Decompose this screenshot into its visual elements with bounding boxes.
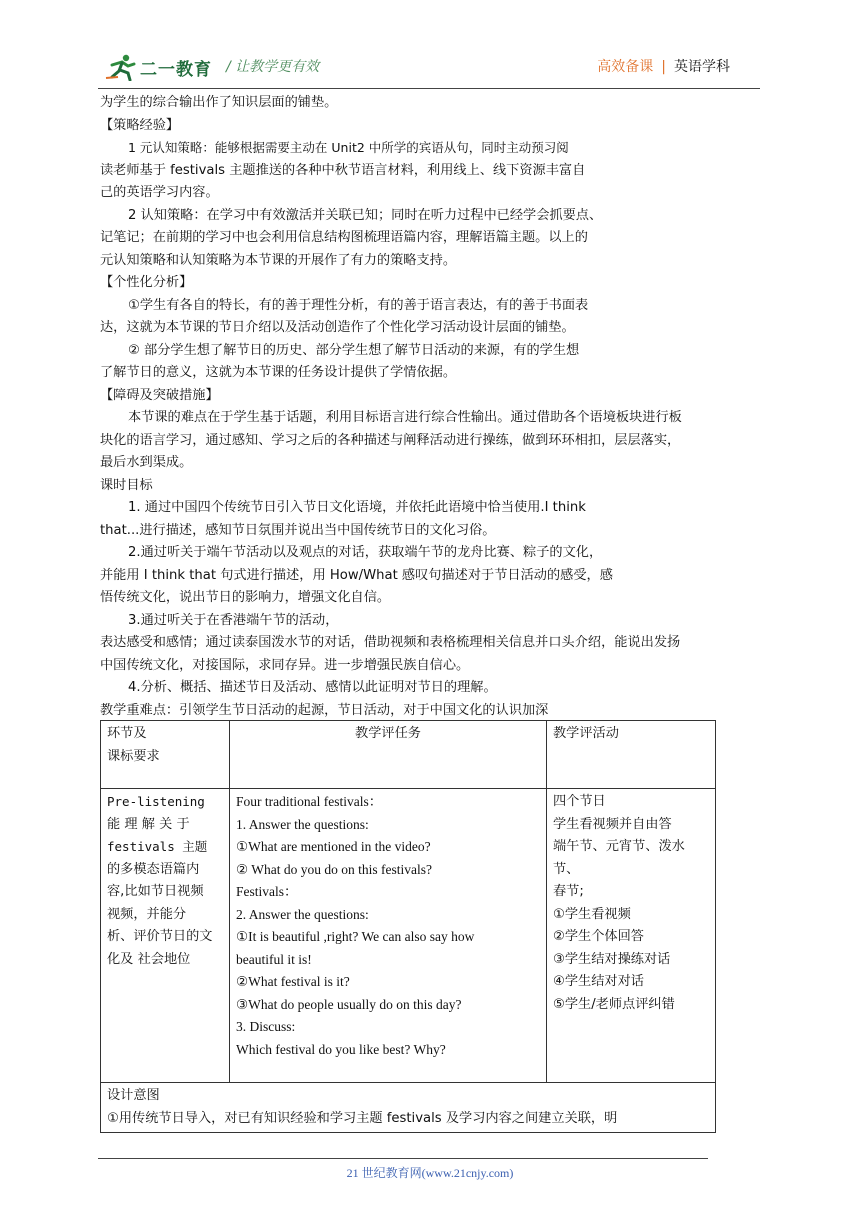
- body-line: 2 认知策略：在学习中有效激活并关联已知；同时在听力过程中已经学会抓要点、: [128, 207, 603, 223]
- cell-line: ①It is beautiful ,right? We can also say how: [236, 929, 475, 944]
- cell-line: ② What do you do on this festivals?: [236, 861, 432, 877]
- body-line: 记笔记；在前期的学习中也会利用信息结构图梳理语篇内容，理解语篇主题。以上的: [100, 230, 588, 245]
- footer-divider: [98, 1158, 708, 1159]
- header-text: 课标要求: [107, 748, 160, 764]
- cell-line: 容,比如节日视频: [107, 884, 204, 899]
- body-line: 并能用 I think that 句式进行描述，用 How/What 感叹句描述对于节日活动的感受，感: [100, 567, 613, 583]
- document-body: [100, 92, 770, 722]
- header-slogan: / 让教学更有效: [226, 59, 320, 75]
- section-heading-strategy: 【策略经验】: [100, 117, 180, 133]
- header-label-efficient: 高效备课: [597, 59, 654, 75]
- body-line: 己的英语学习内容。: [100, 185, 219, 200]
- body-line: 3.通过听关于在香港端午节的活动，: [128, 612, 339, 628]
- body-line: 块化的语言学习，通过感知、学习之后的各种描述与阐释活动进行操练，做到环环相扣，层层落实，: [100, 432, 681, 448]
- cell-line: ①学生看视频: [553, 906, 631, 922]
- header-text: 环节及: [107, 726, 147, 741]
- cell-line: 端午节、元宵节、泼水: [553, 839, 685, 854]
- body-line: 达，这就为本节课的节日介绍以及活动创造作了个性化学习活动设计层面的铺垫。: [100, 320, 575, 335]
- table-cell-stage: [101, 789, 230, 1083]
- body-line: ①学生有各自的特长，有的善于理性分析，有的善于语言表达，有的善于书面表: [128, 297, 589, 313]
- cell-line: 1. Answer the questions:: [236, 816, 369, 832]
- cell-line: 设计意图: [107, 1088, 160, 1103]
- lesson-plan-table: [100, 720, 716, 1133]
- table-header-cell: [101, 721, 230, 789]
- section-heading-objectives: 课时目标: [100, 477, 153, 493]
- logo-text: 二一教育: [140, 59, 212, 80]
- cell-line: ②What festival is it?: [236, 974, 350, 989]
- footer-source: 21 世纪教育网(www.21cnjy.com): [346, 1166, 514, 1180]
- cell-line: ②学生个体回答: [553, 929, 644, 944]
- table-cell-design: [101, 1083, 716, 1133]
- table-header-row: [101, 721, 716, 789]
- cell-line: 节、: [553, 861, 580, 877]
- cell-line: ④学生结对对话: [553, 974, 644, 989]
- header-right: [597, 56, 730, 76]
- cell-line: ①What are mentioned in the video?: [236, 839, 431, 854]
- header-text: 教学评任务: [355, 726, 421, 741]
- table-header-cell: [547, 721, 716, 789]
- header-separator: |: [661, 59, 666, 75]
- table-header-cell: [230, 721, 547, 789]
- table-row-design-intent: [101, 1083, 716, 1133]
- cell-line: ③What do people usually do on this day?: [236, 996, 462, 1012]
- section-heading-personal: 【个性化分析】: [100, 275, 193, 290]
- runner-logo-icon: [104, 53, 138, 81]
- body-line: ② 部分学生想了解节日的历史、部分学生想了解节日活动的来源，有的学生想: [128, 342, 580, 358]
- logo: [104, 52, 212, 82]
- cell-line: 视频，并能分: [107, 906, 187, 922]
- cell-line: ⑤学生/老师点评纠错: [553, 996, 675, 1012]
- body-line: 了解节日的意义，这就为本节课的任务设计提供了学情依据。: [100, 365, 457, 380]
- body-line: 2.通过听关于端午节活动以及观点的对话，获取端午节的龙舟比赛、粽子的文化，: [128, 545, 603, 560]
- cell-line: 3. Discuss:: [236, 1019, 296, 1034]
- cell-line: 化及 社会地位: [107, 951, 191, 967]
- cell-line: Festivals：: [236, 884, 298, 899]
- body-line: 本节课的难点在于学生基于话题，利用目标语言进行综合性输出。通过借助各个语境板块进行板: [128, 410, 682, 425]
- table-cell-tasks: [230, 789, 547, 1083]
- header-divider: [98, 88, 760, 89]
- table-cell-activities: [547, 789, 716, 1083]
- body-line: 为学生的综合输出作了知识层面的铺垫。: [100, 95, 338, 110]
- body-line: 悟传统文化，说出节日的影响力，增强文化自信。: [100, 590, 391, 605]
- body-line: 教学重难点：引领学生节日活动的起源，节日活动，对于中国文化的认识加深: [100, 702, 549, 718]
- body-line: 1 元认知策略：能够根据需要主动在 Unit2 中所学的宾语从句，同时主动预习阅: [128, 140, 569, 155]
- body-line: 4.分析、概括、描述节日及活动、感情以此证明对节日的理解。: [128, 680, 497, 695]
- cell-line: ③学生结对操练对话: [553, 951, 671, 967]
- cell-line: Which festival do you like best? Why?: [236, 1041, 446, 1057]
- section-heading-obstacles: 【障碍及突破措施】: [100, 387, 219, 403]
- cell-line: Pre-listening: [107, 794, 205, 809]
- cell-line: 能 理 解 关 于: [107, 816, 190, 832]
- page-header: [98, 48, 760, 88]
- body-line: 元认知策略和认知策略为本节课的开展作了有力的策略支持。: [100, 252, 457, 268]
- cell-line: ①用传统节日导入，对已有知识经验和学习主题 festivals 及学习内容之间建立关联，明: [107, 1110, 618, 1126]
- header-text: 教学评活动: [553, 726, 619, 741]
- cell-line: festivals 主题: [107, 839, 208, 854]
- cell-line: 春节;: [553, 884, 584, 899]
- body-line: 中国传统文化，对接国际，求同存异。进一步增强民族自信心。: [100, 657, 470, 673]
- cell-line: beautiful it is!: [236, 951, 312, 967]
- body-line: 读老师基于 festivals 主题推送的各种中秋节语言材料，利用线上、线下资源丰富自: [100, 162, 586, 178]
- body-line: 表达感受和感情；通过读泰国泼水节的对话，借助视频和表格梳理相关信息并口头介绍，能说出发扬: [100, 635, 681, 650]
- cell-line: 的多模态语篇内: [107, 861, 200, 877]
- body-line: 1. 通过中国四个传统节日引入节日文化语境，并依托此语境中恰当使用.I think: [128, 500, 586, 515]
- cell-line: Four traditional festivals：: [236, 794, 383, 809]
- body-line: that...进行描述，感知节日氛围并说出当中国传统节日的文化习俗。: [100, 522, 496, 538]
- cell-line: 2. Answer the questions:: [236, 906, 369, 922]
- cell-line: 四个节日: [553, 794, 606, 809]
- cell-line: 学生看视频并自由答: [553, 816, 672, 832]
- header-label-subject: 英语学科: [674, 59, 730, 75]
- table-row: [101, 789, 716, 1083]
- body-line: 最后水到渠成。: [100, 455, 193, 470]
- cell-line: 析、评价节日的文: [107, 929, 213, 944]
